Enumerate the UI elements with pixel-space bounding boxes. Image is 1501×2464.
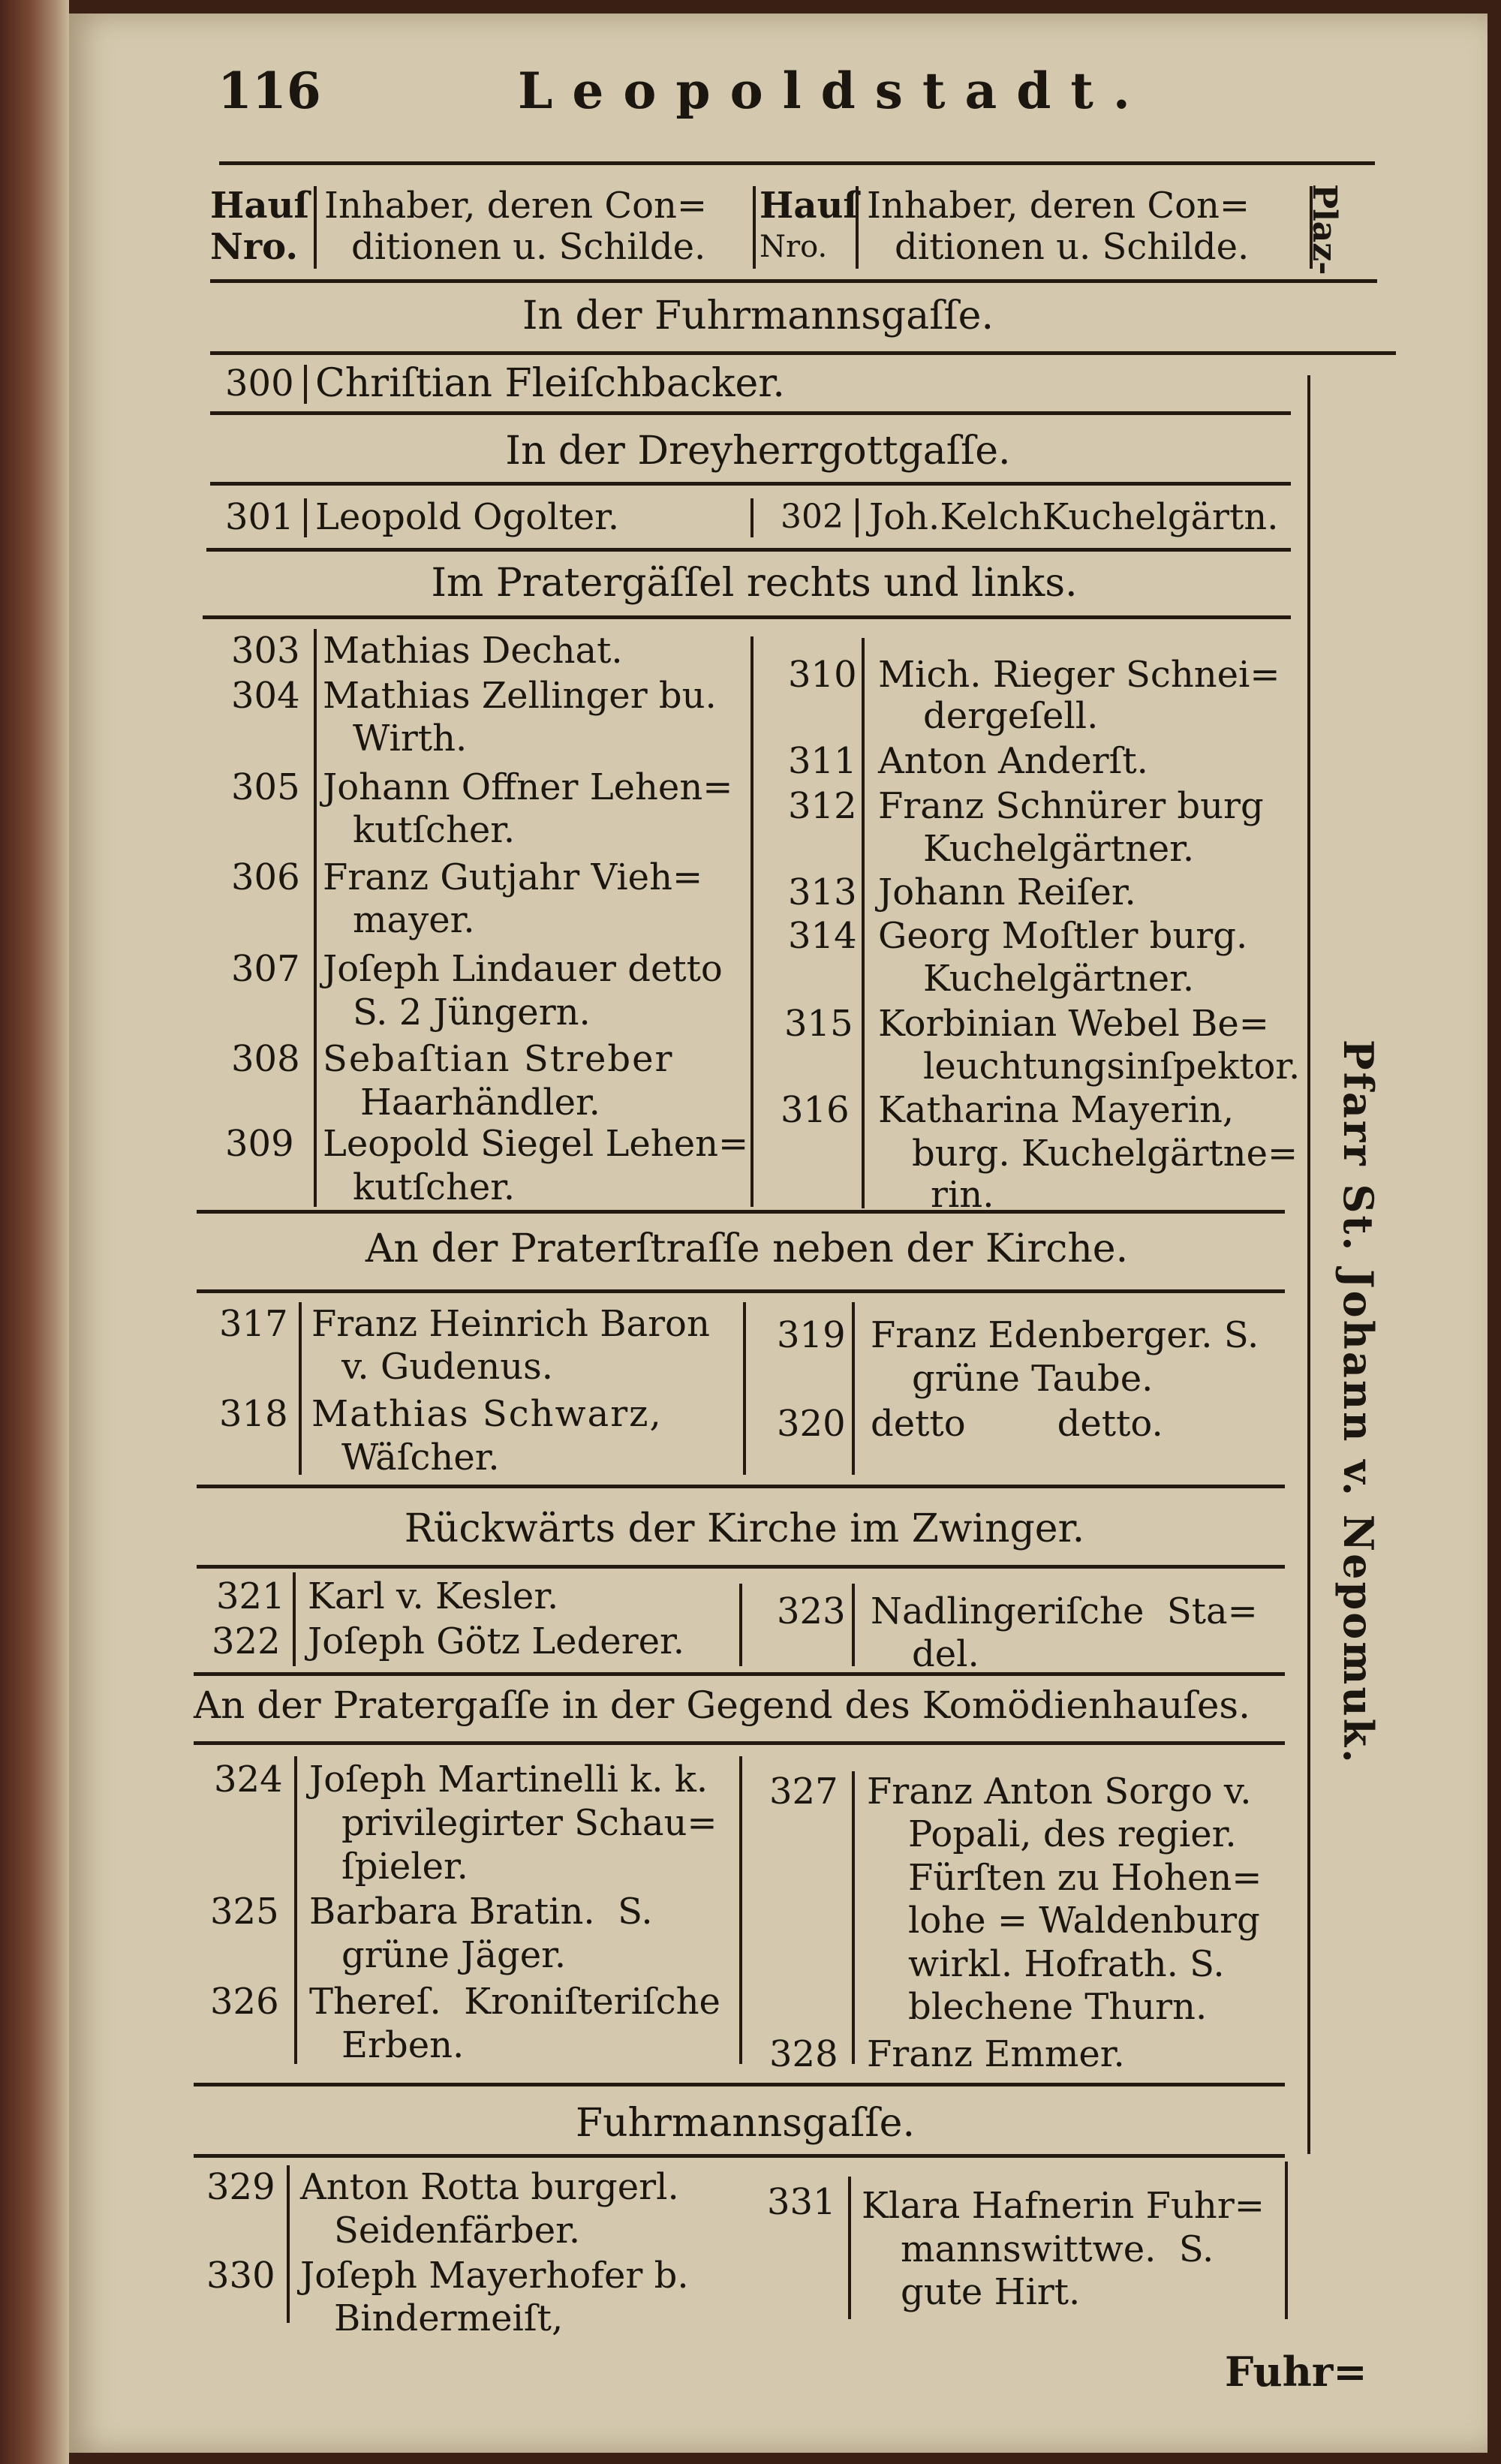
- entry-text: Joſeph Götz Lederer.: [308, 1620, 684, 1662]
- col-divider: [852, 1771, 855, 2064]
- entry-text: Mathias Dechat.: [323, 630, 623, 672]
- section-heading: In der Fuhrmannsgaſſe.: [522, 293, 994, 338]
- entry-text: v. Gudenus.: [341, 1346, 554, 1388]
- entry-number: 311: [788, 740, 857, 782]
- entry-text: kutſcher.: [353, 1166, 516, 1208]
- side-note: Pfarr St. Johann v. Nepomuk.: [1334, 1039, 1382, 1765]
- entry-text: Joſeph Lindauer detto: [323, 948, 723, 990]
- entry-text: Mathias Zellinger bu.: [323, 675, 717, 717]
- col-haus-2b: Nro.: [760, 230, 828, 264]
- entry-text: Johann Offner Lehen=: [323, 766, 733, 808]
- entry-text: Anton Anderſt.: [878, 740, 1148, 782]
- col-divider: [750, 636, 754, 1207]
- entry-number: 316: [781, 1089, 850, 1131]
- entry-number: 300: [225, 363, 294, 405]
- section-rule: [194, 2154, 1285, 2158]
- entry-text: Thereſ. Kroniſteriſche: [309, 1981, 720, 2023]
- section-rule: [194, 1741, 1285, 1745]
- col-owner-1b: ditionen u. Schilde.: [351, 226, 706, 268]
- entry-text: Joſeph Martinelli k. k.: [309, 1758, 708, 1801]
- entry-number: 313: [788, 871, 857, 913]
- entry-number: 312: [788, 785, 857, 827]
- col-owner-2a: Inhaber, deren Con=: [867, 185, 1250, 227]
- section-heading: An der Praterſtraſſe neben der Kirche.: [365, 1226, 1129, 1271]
- entry-number: 305: [231, 766, 300, 808]
- book-spine: [0, 0, 69, 2464]
- entry-text: del.: [912, 1633, 979, 1675]
- col-divider: [753, 186, 756, 269]
- entry-text: Katharina Mayerin,: [878, 1089, 1235, 1131]
- entry-text: Klara Hafnerin Fuhr=: [862, 2185, 1265, 2227]
- col-divider: [314, 629, 317, 1207]
- entry-number: 317: [219, 1303, 288, 1345]
- entry-number: 310: [788, 654, 857, 696]
- entry-text: leuchtungsinſpektor.: [923, 1045, 1301, 1088]
- entry-text: Haarhändler.: [360, 1082, 600, 1124]
- entry-text: Karl v. Kesler.: [308, 1575, 559, 1617]
- entry-number: 329: [206, 2166, 275, 2208]
- entry-text: Bindermeiſt,: [334, 2297, 564, 2339]
- col-divider: [856, 498, 859, 537]
- entry-text: lohe = Waldenburg: [908, 1900, 1260, 1942]
- col-divider: [856, 186, 859, 269]
- col-divider: [314, 186, 317, 269]
- col-divider: [848, 2177, 851, 2319]
- col-divider: [294, 1756, 297, 2064]
- page-title: Leopoldstadt.: [518, 62, 1150, 120]
- col-divider: [299, 1302, 302, 1475]
- entry-text: wirkl. Hofrath. S.: [908, 1943, 1225, 1985]
- entry-text: Sebaſtian Streber: [323, 1038, 674, 1080]
- header-rule-bottom: [210, 279, 1377, 283]
- entry-text: privilegirter Schau=: [341, 1802, 717, 1844]
- entry-number: 315: [784, 1003, 853, 1045]
- entry-number: 307: [231, 948, 300, 990]
- entry-number: 330: [206, 2255, 275, 2297]
- section-rule: [197, 1565, 1285, 1569]
- entry-number: 304: [231, 675, 300, 717]
- entry-text: Chriſtian Fleiſchbacker.: [315, 361, 785, 406]
- entry-text: Mich. Rieger Schnei=: [878, 654, 1280, 696]
- catchword: Fuhr=: [1225, 2348, 1367, 2396]
- entry-text: Georg Moſtler burg.: [878, 915, 1248, 957]
- section-rule: [194, 2083, 1285, 2086]
- col-haus-2a: Hauſ: [760, 185, 859, 227]
- entry-text: Fürſten zu Hohen=: [908, 1857, 1262, 1899]
- entry-number: 319: [777, 1314, 846, 1356]
- entry-text: Franz Schnürer burg: [878, 785, 1264, 827]
- entry-number: 324: [214, 1758, 283, 1801]
- entry-number: 309: [225, 1123, 294, 1165]
- entry-text: gute Hirt.: [901, 2271, 1081, 2313]
- col-divider: [852, 1302, 855, 1475]
- entry-text: Franz Edenberger. S.: [871, 1314, 1259, 1356]
- section-rule: [206, 548, 1291, 552]
- entry-text: detto detto.: [871, 1403, 1163, 1445]
- entry-text: rin.: [931, 1174, 994, 1216]
- entry-number: 303: [231, 630, 300, 672]
- entry-number: 321: [216, 1575, 285, 1617]
- col-divider: [852, 1584, 855, 1666]
- page-number: 116: [218, 62, 321, 120]
- section-heading: An der Pratergaſſe in der Gegend des Komödienhauſes.: [194, 1683, 1250, 1727]
- entry-text: Wirth.: [353, 718, 468, 760]
- entry-text: Nadlingeriſche Sta=: [871, 1590, 1258, 1632]
- entry-text: mannswittwe. S.: [901, 2228, 1214, 2270]
- entry-number: 314: [788, 915, 857, 957]
- col-divider: [287, 2165, 290, 2323]
- col-haus-1a: Hauſ: [210, 185, 309, 227]
- col-divider: [743, 1302, 746, 1475]
- section-heading: In der Dreyherrgottgaſſe.: [505, 429, 1011, 474]
- entry-text: Barbara Bratin. S.: [309, 1891, 653, 1933]
- entry-text: Korbinian Webel Be=: [878, 1003, 1270, 1045]
- entry-text: burg. Kuchelgärtne=: [912, 1133, 1298, 1175]
- entry-text: Leopold Ogolter.: [315, 496, 620, 538]
- section-rule: [210, 482, 1291, 486]
- section-rule: [203, 615, 1291, 619]
- col-owner-1a: Inhaber, deren Con=: [324, 185, 708, 227]
- entry-number: 328: [769, 2033, 838, 2075]
- entry-text: mayer.: [353, 899, 475, 941]
- col-divider: [750, 498, 754, 537]
- section-rule: [210, 351, 1396, 355]
- col-divider: [304, 498, 307, 537]
- entry-text: Mathias Schwarz,: [311, 1393, 663, 1435]
- entry-text: Franz Heinrich Baron: [311, 1303, 710, 1345]
- entry-text: Franz Gutjahr Vieh=: [323, 856, 703, 898]
- entry-text: ſpieler.: [341, 1846, 468, 1888]
- entry-number: 331: [767, 2181, 836, 2223]
- entry-number: 302: [781, 498, 844, 536]
- col-owner-2b: ditionen u. Schilde.: [895, 226, 1250, 268]
- section-rule: [210, 411, 1291, 415]
- entry-text: grüne Taube.: [912, 1358, 1154, 1400]
- col-haus-1b: Nro.: [210, 226, 299, 268]
- section-heading: Fuhrmannsgaſſe.: [576, 2101, 915, 2146]
- entry-text: Franz Emmer.: [867, 2033, 1125, 2075]
- entry-text: Kuchelgärtner.: [923, 958, 1195, 1000]
- section-rule: [194, 1672, 1285, 1676]
- right-border: [1285, 2162, 1288, 2319]
- entry-text: Popali, des regier.: [908, 1813, 1237, 1855]
- col-plaz: Plaz-: [1305, 184, 1343, 275]
- entry-number: 301: [225, 496, 294, 538]
- entry-text: Franz Anton Sorgo v.: [867, 1771, 1252, 1813]
- col-divider: [739, 1756, 742, 2064]
- entry-text: Joh.KelchKuchelgärtn.: [869, 496, 1279, 538]
- entry-text: Seidenfärber.: [334, 2210, 581, 2252]
- col-divider: [739, 1584, 742, 1666]
- entry-number: 326: [210, 1981, 279, 2023]
- col-divider: [862, 638, 865, 1208]
- entry-text: blechene Thurn.: [908, 1986, 1208, 2028]
- section-rule: [197, 1289, 1285, 1293]
- section-heading: Rückwärts der Kirche im Zwinger.: [404, 1506, 1085, 1551]
- entry-text: dergeſell.: [923, 695, 1099, 737]
- entry-number: 318: [219, 1393, 288, 1435]
- entry-number: 308: [231, 1038, 300, 1080]
- col-divider: [293, 1572, 296, 1666]
- entry-text: Anton Rotta burgerl.: [300, 2166, 679, 2208]
- header-rule-top: [219, 161, 1375, 165]
- right-border: [1307, 375, 1310, 2154]
- section-rule: [197, 1210, 1285, 1214]
- entry-text: grüne Jäger.: [341, 1934, 567, 1976]
- entry-text: Wäſcher.: [341, 1437, 500, 1479]
- entry-number: 322: [212, 1620, 281, 1662]
- entry-number: 327: [769, 1771, 838, 1813]
- entry-text: Joſeph Mayerhofer b.: [300, 2255, 689, 2297]
- section-rule: [197, 1485, 1285, 1488]
- section-heading: Im Pratergäſſel rechts und links.: [431, 561, 1078, 606]
- entry-number: 325: [210, 1891, 279, 1933]
- entry-text: Johann Reiſer.: [878, 871, 1136, 913]
- entry-text: Erben.: [341, 2024, 465, 2066]
- entry-number: 306: [231, 856, 300, 898]
- entry-number: 320: [777, 1403, 846, 1445]
- entry-number: 323: [777, 1590, 846, 1632]
- entry-text: S. 2 Jüngern.: [353, 991, 591, 1033]
- entry-text: kutſcher.: [353, 809, 516, 851]
- entry-text: Leopold Siegel Lehen=: [323, 1123, 749, 1165]
- entry-text: Kuchelgärtner.: [923, 828, 1195, 870]
- col-divider: [304, 365, 307, 404]
